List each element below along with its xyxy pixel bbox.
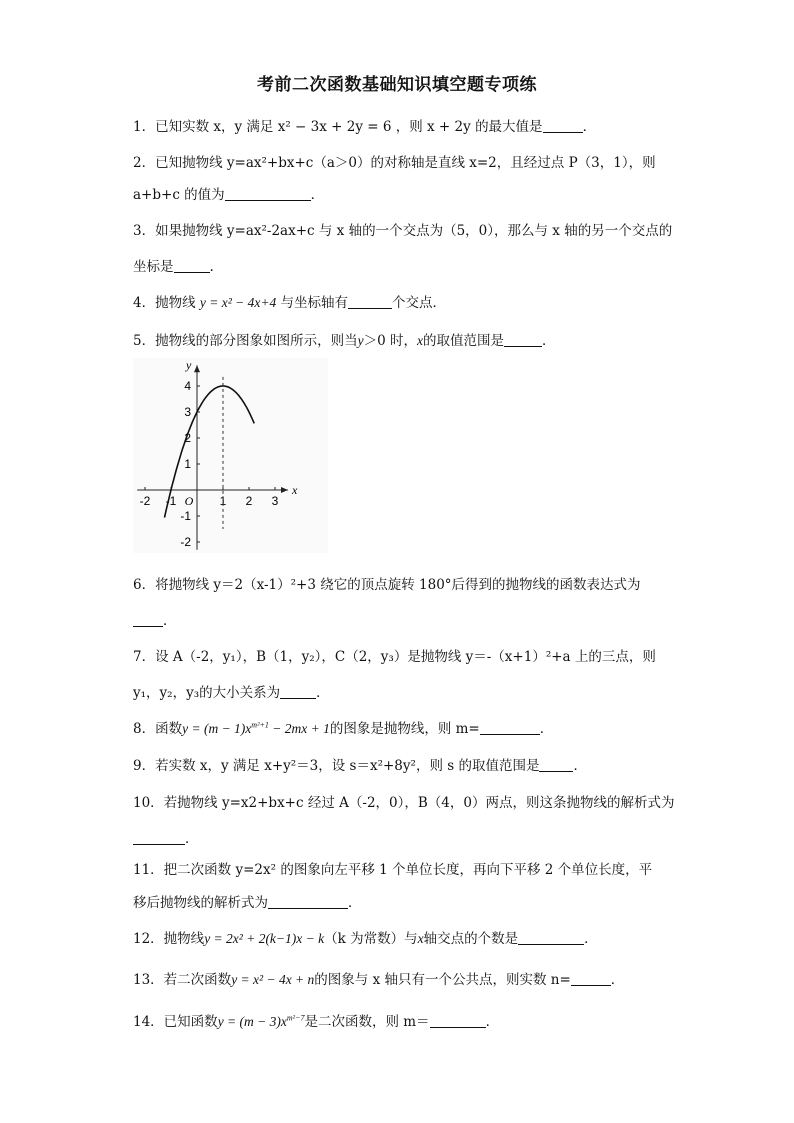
page-title: 考前二次函数基础知识填空题专项练 (257, 75, 537, 95)
q1-end: ． (582, 119, 597, 135)
q1-answer-blank (543, 118, 583, 133)
question-13 (133, 968, 624, 988)
question-6-line-2 (133, 609, 177, 629)
x-tick-label: -2 (139, 494, 151, 508)
q14-equation-exponent: m²−7 (286, 1013, 305, 1023)
x-tick-label: 2 (245, 494, 253, 508)
q13-equation: y = x² − 4x + n (231, 972, 315, 987)
q13-end: ． (610, 972, 625, 988)
y-tick-label: 4 (184, 379, 191, 393)
q5-post: 的取值范围是 (422, 333, 504, 349)
q8-prefix: 8．函数 (133, 721, 183, 737)
q14-equation: y = (m − 3)x (217, 1014, 287, 1029)
x-tick-label: 3 (271, 494, 279, 508)
q12-var: x (417, 931, 424, 946)
q3-answer-blank (174, 258, 210, 273)
x-tick-label: -1 (165, 494, 177, 508)
q11-line2-prefix: 移后抛物线的解析式为 (133, 895, 268, 911)
q12-equation: y = 2x² + 2(k−1)x − k (204, 931, 325, 946)
x-axis-label: x (292, 483, 298, 497)
question-10-line-1: 10．若抛物线 y=x2+bx+c 经过 A（-2，0），B（4，0）两点，则这条抛物线的解析式为 (133, 795, 675, 811)
question-3-line-1: 3．如果抛物线 y=ax²-2ax+c 与 x 轴的一个交点为（5，0），那么与 x 轴的另一个交点的 (133, 223, 673, 239)
q9-end: ． (573, 758, 587, 774)
q8-answer-blank (480, 720, 540, 735)
question-12 (133, 927, 598, 947)
q2-line2-prefix: a+b+c 的值为 (133, 187, 225, 203)
question-3-line-2 (133, 255, 214, 275)
question-5 (133, 329, 555, 349)
q8-equation-exponent: m²+1 (251, 720, 269, 730)
q7-answer-blank (280, 684, 316, 699)
y-axis-label: y (186, 358, 192, 373)
parabola-graph (133, 358, 328, 553)
question-11-line-1: 11．把二次函数 y=2x² 的图象向左平移 1 个单位长度，再向下平移 2 个单位长度，平 (133, 862, 653, 878)
q1-mid: ，则 (395, 119, 423, 135)
q3-end: . (209, 259, 214, 275)
question-6-line-1: 6．将抛物线 y＝2（x-1）²+3 绕它的顶点旋转 180°后得到的抛物线的函数表达式为 (133, 577, 641, 593)
q8-end: ． (539, 721, 554, 737)
q12-end: ． (584, 931, 598, 947)
q1-expression: x + 2y (427, 119, 471, 135)
q5-cond-var: y (357, 333, 364, 348)
q11-end: ． (348, 895, 362, 911)
q6-answer-blank (133, 612, 163, 627)
q5-prefix: 5．抛物线的部分图象如图所示，则当 (133, 333, 358, 349)
x-tick-label: 1 (219, 494, 227, 508)
q3-line2-prefix: 坐标是 (133, 259, 174, 275)
q5-answer-blank (504, 332, 542, 347)
q1-equation: x² − 3x + 2y = 6 (277, 119, 392, 135)
q14-answer-blank (430, 1013, 486, 1028)
question-7-line-1: 7．设 A（-2，y₁），B（1，y₂），C（2，y₃）是抛物线 y＝-（x+1）²+a 上的三点，则 (133, 649, 656, 665)
y-tick-label: 2 (184, 431, 191, 445)
question-8 (133, 717, 553, 737)
q5-end: ． (541, 333, 556, 349)
q5-var: x (416, 333, 423, 348)
question-11-line-2 (133, 891, 362, 911)
q2-answer-blank (225, 186, 311, 201)
q11-answer-blank (268, 894, 348, 909)
question-2-line-1: 2．已知抛物线 y=ax²+bx+c（a＞0）的对称轴是直线 x=2，且经过点 P（3，1），则 (133, 155, 656, 171)
y-tick-label: -1 (180, 509, 191, 523)
graph-background (133, 358, 328, 553)
q14-end: ． (485, 1014, 500, 1030)
q12-paren: （k 为常数）与 (324, 931, 418, 947)
q12-post: 轴交点的个数是 (423, 931, 519, 947)
q8-equation-b: − 2mx + 1 (268, 721, 330, 736)
q9-answer-blank (539, 757, 573, 772)
q13-prefix: 13．若二次函数 (133, 972, 232, 988)
q4-post: 个交点． (392, 295, 447, 311)
q4-equation: y = x² − 4x+4 (199, 295, 277, 310)
q4-answer-blank (348, 294, 392, 309)
q7-end: ． (316, 685, 330, 701)
q4-prefix: 4．抛物线 (133, 295, 196, 311)
q9-text: 9．若实数 x，y 满足 x+y²＝3，设 s＝x²+8y²，则 s 的取值范围是 (133, 758, 540, 774)
question-9 (133, 754, 587, 774)
q10-answer-blank (133, 830, 185, 845)
q1-prefix: 1．已知实数 x，y 满足 (133, 119, 274, 135)
q6-end: ． (163, 613, 177, 629)
q4-mid: 与坐标轴有 (280, 295, 349, 311)
y-tick-label: -2 (180, 535, 191, 549)
q10-end: ． (185, 831, 199, 847)
question-10-line-2 (133, 827, 199, 847)
origin-label: O (184, 494, 194, 508)
q7-line2-prefix: y₁，y₂，y₃的大小关系为 (133, 685, 281, 701)
q8-post: 的图象是抛物线，则 m= (329, 721, 480, 737)
q12-prefix: 12．抛物线 (133, 931, 205, 947)
q8-equation-a: y = (m − 1)x (182, 721, 252, 736)
q5-cond: ＞0 时， (363, 333, 417, 349)
q14-post: 是二次函数，则 m＝ (304, 1014, 430, 1030)
q13-mid: 的图象与 x 轴只有一个公共点，则实数 n= (314, 972, 571, 988)
y-tick-label: 3 (184, 405, 191, 419)
q2-end: ． (310, 187, 325, 203)
q13-answer-blank (571, 971, 611, 986)
question-4 (133, 291, 446, 311)
q14-prefix: 14．已知函数 (133, 1014, 218, 1030)
q1-post: 的最大值是 (475, 119, 543, 135)
q12-answer-blank (518, 930, 584, 945)
y-tick-label: 1 (184, 457, 191, 471)
question-14 (133, 1010, 499, 1030)
question-1 (133, 115, 596, 135)
question-2-line-2 (133, 183, 324, 203)
question-7-line-2 (133, 681, 330, 701)
